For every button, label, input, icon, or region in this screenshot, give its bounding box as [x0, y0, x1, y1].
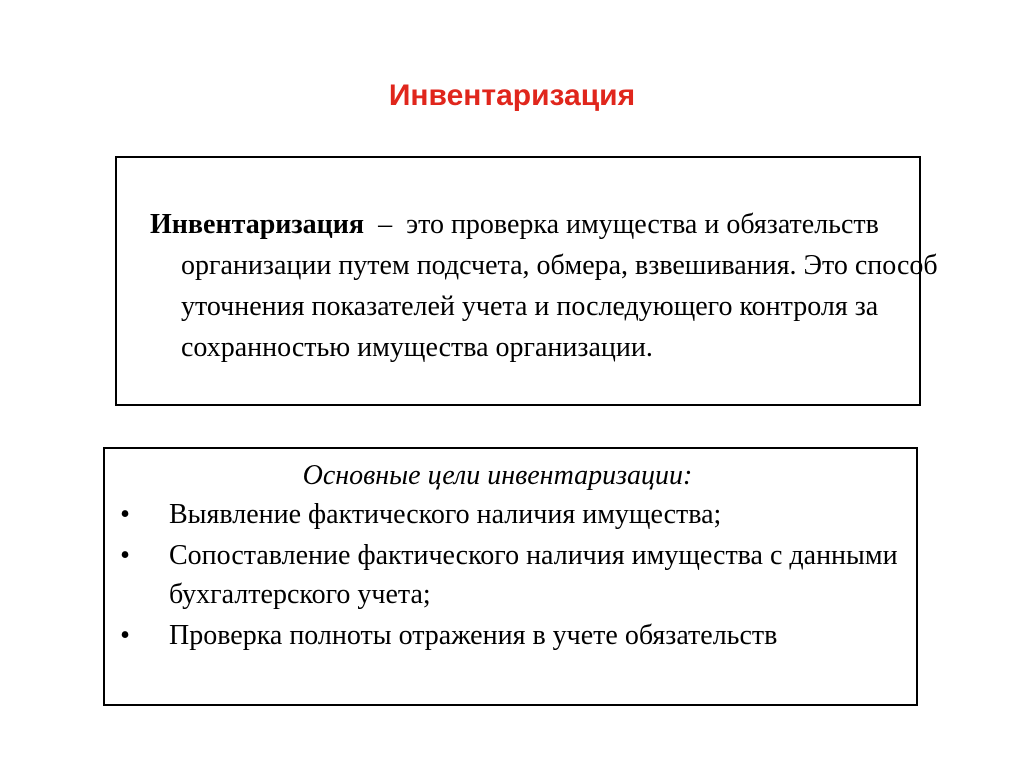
bullet-icon: •: [120, 499, 130, 530]
slide-title: Инвентаризация: [388, 79, 636, 112]
goal-item: [105, 495, 910, 534]
goal-text: Выявление фактического наличия имущества;: [169, 499, 722, 530]
goals-box: [103, 447, 918, 706]
goal-text: Сопоставление фактического наличия имущества с данными бухгалтерского учета;: [169, 540, 898, 610]
goal-text: Проверка полноты отражения в учете обязательств: [169, 620, 778, 651]
bullet-icon: •: [120, 540, 130, 571]
definition-text: это проверка имущества и обязательств организации путем подсчета, обмера, взвешивания. Это способ уточнения показателей учета и последующего контроля за сохранностью имущества организации.: [181, 209, 938, 363]
definition-term: Инвентаризация: [150, 209, 365, 240]
goals-list: [105, 495, 910, 657]
goal-item: [105, 536, 910, 614]
definition-dash: –: [378, 209, 393, 240]
definition-paragraph: [150, 204, 941, 368]
goals-heading: Основные цели инвентаризации:: [302, 460, 693, 491]
definition-box: [115, 156, 938, 406]
bullet-icon: •: [120, 620, 130, 651]
goal-item: [105, 616, 910, 655]
